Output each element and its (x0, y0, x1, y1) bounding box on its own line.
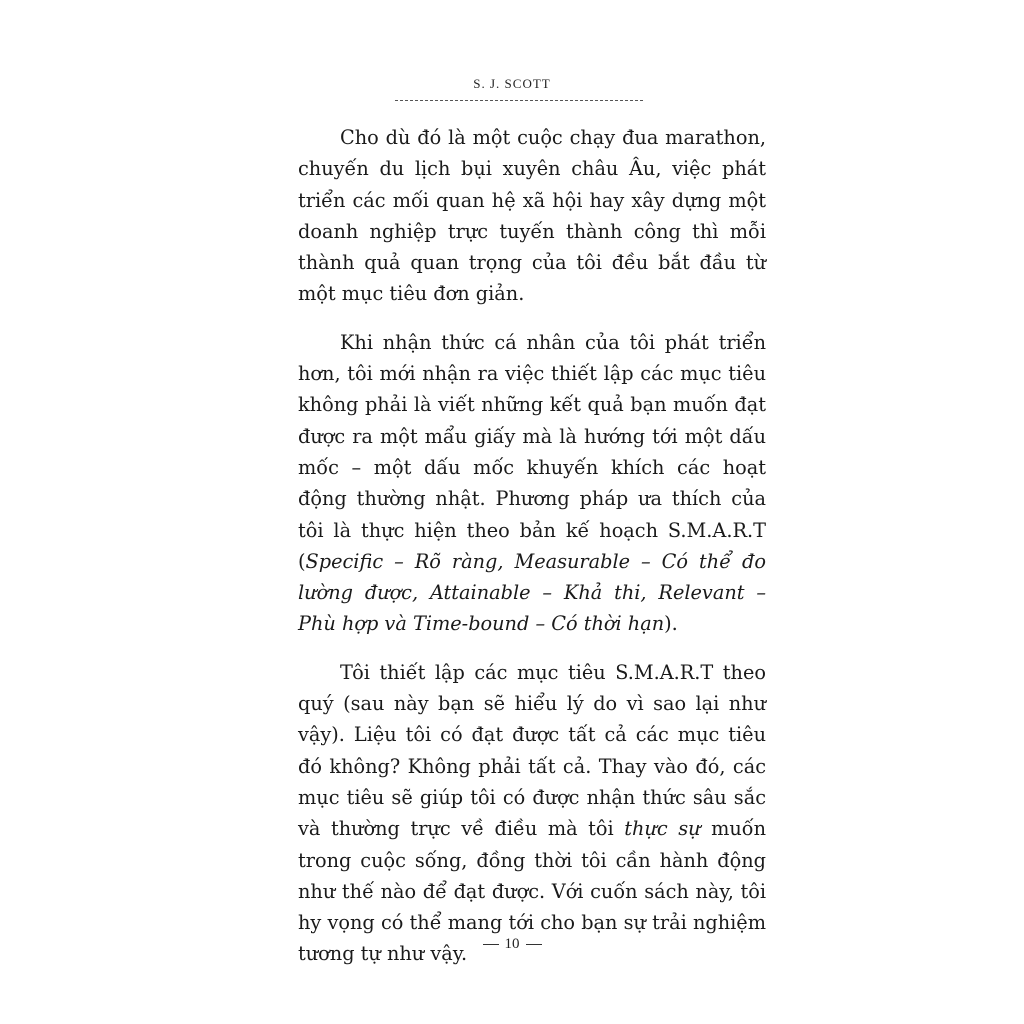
page-number: 10 (504, 936, 520, 952)
folio-right-dash (526, 944, 542, 945)
paragraph-2-text-end: ). (664, 612, 678, 636)
folio-left-dash (483, 944, 499, 945)
paragraph-2-text-start: Khi nhận thức cá nhân của tôi phát triển hơn, tôi mới nhận ra việc thiết lập các mục tiêu không phải là viết những kết quả bạn muốn đạt được ra một mẩu giấy mà là hướng tới một dấu mốc – một dấu mốc khuyến khích các hoạt động thường nhật. Phương pháp ưa thích của tôi là thực hiện theo bản kế hoạch S.M.A.R.T ( (298, 330, 766, 573)
paragraph-2-italic-smart-definition: Specific – Rõ ràng, Measurable – Có thể đo lường được, Attainable – Khả thi, Relevant – Phù hợp và Time-bound – Có thời hạn (298, 549, 766, 636)
paragraph-3-italic-emphasis: thực sự (624, 817, 701, 841)
header-dashed-rule (395, 100, 643, 101)
paragraph-1 (298, 122, 766, 310)
running-header-author: S. J. SCOTT (473, 76, 551, 91)
paragraph-3-text-end: muốn trong cuộc sống, đồng thời tôi cần hành động như thế nào để đạt được. Với cuốn sách này, tôi hy vọng có thể mang tới cho bạn sự trải nghiệm tương tự như vậy. (298, 817, 767, 966)
paragraph-1-text: Cho dù đó là một cuộc chạy đua marathon, chuyến du lịch bụi xuyên châu Âu, việc phát triển các mối quan hệ xã hội hay xây dựng một doanh nghiệp trực tuyến thành công thì mỗi thành quả quan trọng của tôi đều bắt đầu từ một mục tiêu đơn giản. (298, 126, 766, 306)
paragraph-2 (298, 327, 766, 640)
paragraph-3 (298, 657, 766, 970)
page-number-footer (0, 936, 1024, 953)
body-text (298, 122, 766, 987)
paragraph-3-text-start: Tôi thiết lập các mục tiêu S.M.A.R.T theo quý (sau này bạn sẽ hiểu lý do vì sao lại như vậy). Liệu tôi có đạt được tất cả các mục tiêu đó không? Không phải tất cả. Thay vào đó, các mục tiêu sẽ giúp tôi có được nhận thức sâu sắc và thường trực về điều mà tôi (298, 660, 766, 841)
